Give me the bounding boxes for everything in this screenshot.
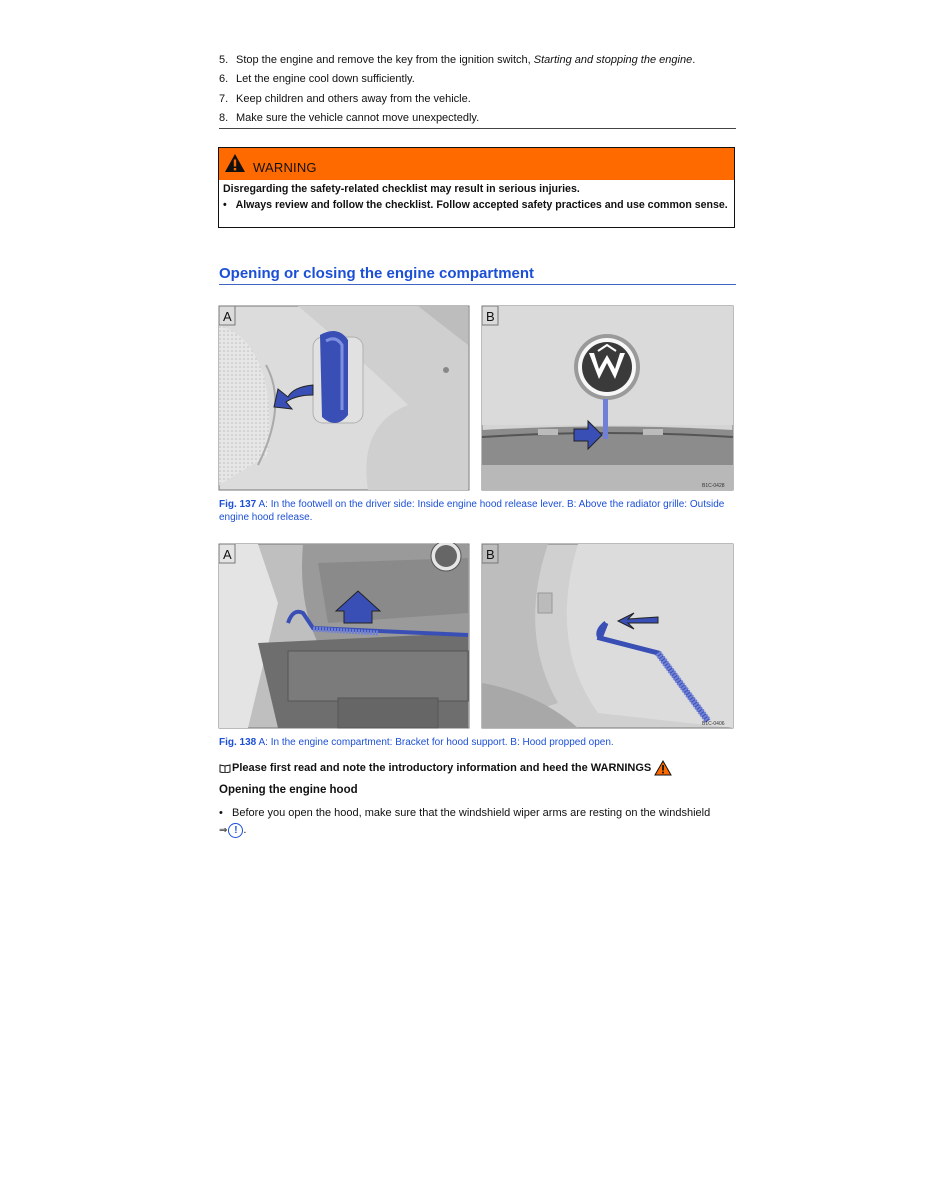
figure-137-caption: Fig. 137 A: In the footwell on the driver side: Inside engine hood release lever. B: Above the radiator grille: Outside engine hood release. [219, 499, 725, 523]
notice-icon[interactable]: ! [228, 823, 243, 838]
intro-text: Please first read and note the introductory information and heed the WARNINGS [232, 762, 652, 774]
step-number: 6. [219, 73, 229, 86]
warning-title: WARNING [253, 160, 317, 175]
step-text: Keep children and others away from the vehicle. [236, 92, 471, 105]
step-number: 5. [219, 54, 229, 66]
panel-a-label: A [223, 309, 232, 324]
step-5 [219, 51, 739, 70]
intro-line [219, 760, 672, 776]
panel-b-label: B [486, 309, 495, 324]
warning-body [219, 180, 734, 213]
instruction-bullet: • Before you open the hood, make sure that the windshield wiper arms are resting on the windshield ⇒ ! . [219, 805, 739, 839]
figure-label: Fig. 138 [219, 737, 257, 748]
step-number: 8. [219, 111, 229, 124]
figure-code: B1C-0406 [702, 721, 725, 727]
figure-137 [218, 305, 734, 491]
step-7 [219, 90, 739, 109]
figure-label: Fig. 137 [219, 499, 257, 510]
bullet: • [223, 199, 227, 211]
warning-header [219, 148, 734, 180]
warning-box [218, 147, 735, 228]
bullet: • [219, 807, 223, 819]
arrow-reference[interactable]: ⇒ [219, 825, 228, 836]
divider [219, 128, 736, 129]
step-number: 7. [219, 92, 229, 105]
step-text: Stop the engine and remove the key from the ignition switch, Starting and stopping the engine. [236, 54, 696, 66]
step-text: Let the engine cool down sufficiently. [236, 73, 415, 86]
subheading: Opening the engine hood [219, 784, 358, 796]
section-title: Opening or closing the engine compartment [219, 265, 535, 282]
figure-138-image [218, 543, 734, 729]
steps-list [219, 51, 739, 128]
step-text: Make sure the vehicle cannot move unexpectedly. [236, 111, 480, 124]
warning-line-2: • Always review and follow the checklist. Follow accepted safety practices and use common sense. [223, 199, 728, 211]
warning-triangle-icon [224, 153, 246, 173]
figure-code: B1C-0428 [702, 483, 725, 489]
panel-b-label: B [486, 547, 495, 562]
panel-a-label: A [223, 547, 232, 562]
step-6 [219, 70, 739, 89]
book-icon [219, 763, 231, 773]
section-rule [219, 284, 736, 285]
bullet-text: Before you open the hood, make sure that the windshield wiper arms are resting on the windshield [232, 807, 711, 819]
figure-137-image [218, 305, 734, 491]
warning-triangle-icon[interactable] [654, 760, 672, 776]
figure-138 [218, 543, 734, 729]
step-8 [219, 109, 739, 128]
step-link[interactable]: Starting and stopping the engine [533, 54, 693, 66]
figure-138-caption: Fig. 138 A: In the engine compartment: Bracket for hood support. B: Hood propped open. [219, 737, 614, 748]
warning-line-1: Disregarding the safety-related checklist may result in serious injuries. [223, 183, 580, 195]
